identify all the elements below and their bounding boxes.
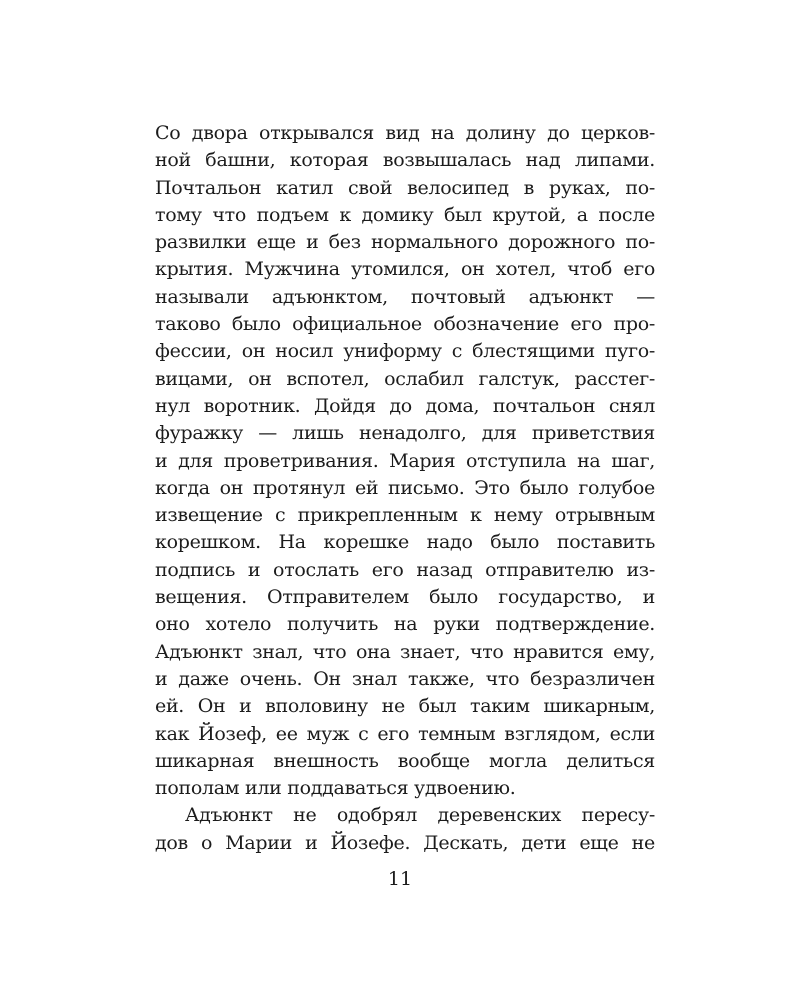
body-text: [155, 120, 655, 857]
paragraph-end-line: пополам или поддаваться удвоению.: [155, 777, 516, 800]
text-line: подпись и отослать его назад отправителю из-: [155, 558, 655, 581]
text-line: ной башни, которая возвышалась над липами.: [155, 149, 655, 172]
text-line: нул воротник. Дойдя до дома, почтальон снял: [155, 394, 655, 417]
text-line: ей. Он и вполовину не был таким шикарным,: [155, 695, 655, 718]
text-line: фуражку — лишь ненадолго, для приветствия: [155, 422, 655, 445]
text-line: шикарная внешность вообще могла делиться: [155, 749, 655, 772]
text-line: таково было официальное обозначение его про-: [155, 313, 655, 336]
text-line: называли адъюнктом, почтовый адъюнкт —: [155, 285, 655, 308]
text-line: и даже очень. Он знал также, что безразличен: [155, 667, 655, 690]
text-line: и для проветривания. Мария отступила на шаг,: [155, 449, 655, 472]
text-line: корешком. На корешке надо было поставить: [155, 531, 655, 554]
text-line: вицами, он вспотел, ослабил галстук, расстег-: [155, 367, 655, 390]
text-line: крытия. Мужчина утомился, он хотел, чтоб его: [155, 258, 655, 281]
text-line: Почтальон катил свой велосипед в руках, по-: [155, 176, 655, 199]
text-line: извещение с прикрепленным к нему отрывным: [155, 504, 655, 527]
text-line: оно хотело получить на руки подтверждение.: [155, 613, 655, 636]
text-line: дов о Марии и Йозефе. Дескать, дети еще не: [155, 831, 655, 854]
text-line: когда он протянул ей письмо. Это было голубое: [155, 476, 655, 499]
text-line: развилки еще и без нормального дорожного по-: [155, 231, 655, 254]
text-line: вещения. Отправителем было государство, и: [155, 586, 655, 609]
text-line: фессии, он носил униформу с блестящими пуго-: [155, 340, 655, 363]
page-number: 11: [387, 868, 413, 890]
text-line: тому что подъем к домику был крутой, а после: [155, 203, 655, 226]
text-line: как Йозеф, ее муж с его темным взглядом, если: [155, 722, 655, 745]
paragraph-start-line: Адъюнкт не одобрял деревенских пересу-: [185, 804, 655, 827]
text-line: Адъюнкт знал, что она знает, что нравится ему,: [155, 640, 655, 663]
text-line: Со двора открывался вид на долину до церков-: [155, 122, 655, 144]
